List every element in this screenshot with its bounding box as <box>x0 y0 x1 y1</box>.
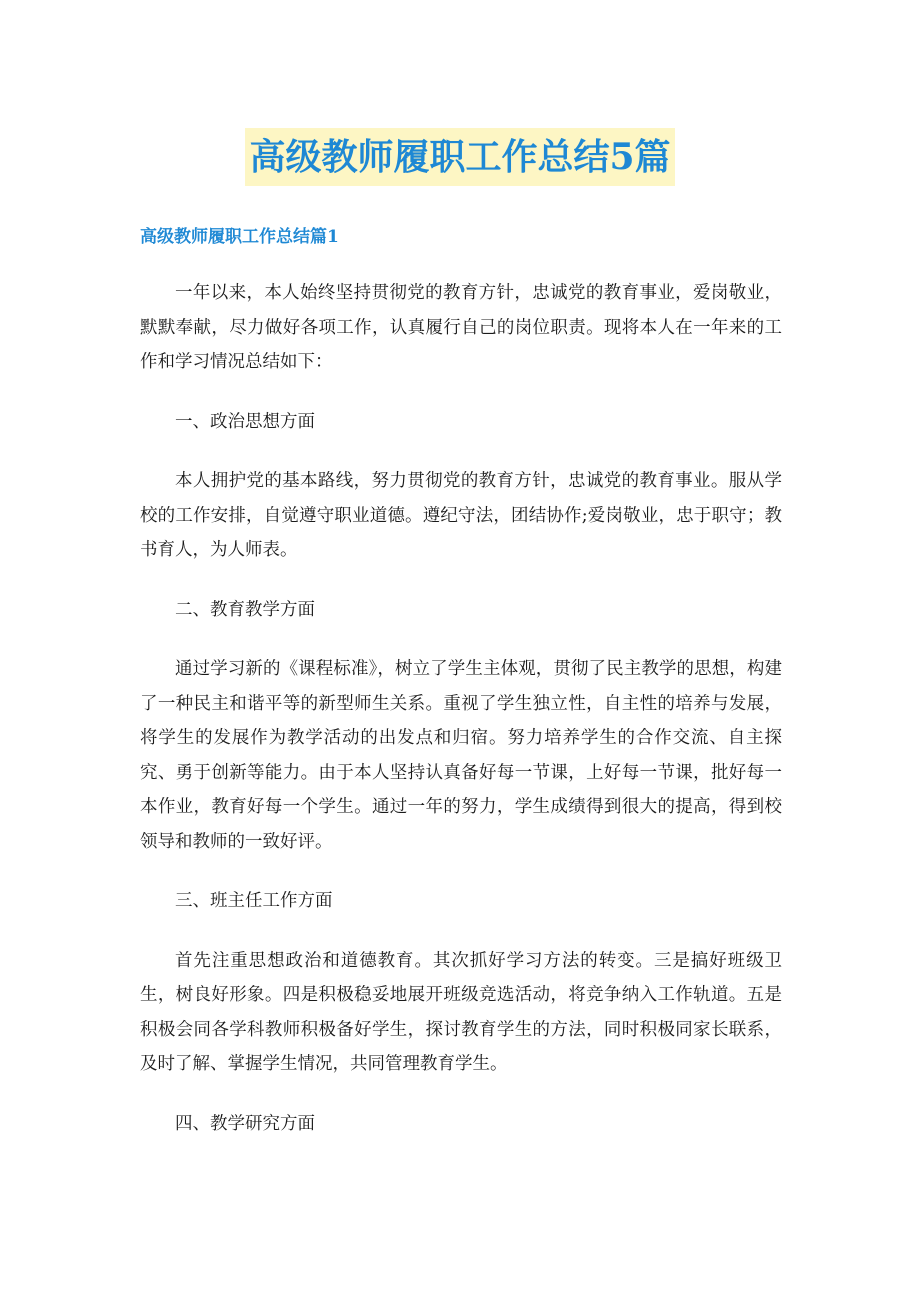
title-wrapper <box>0 128 920 186</box>
section-title: 高级教师履职工作总结篇1 <box>140 227 339 247</box>
intro-paragraph: 一年以来，本人始终坚持贯彻党的教育方针，忠诚党的教育事业，爱岗敬业，默默奉献，尽力做好各项工作，认真履行自己的岗位职责。现将本人在一年来的工作和学习情况总结如下： <box>140 283 782 372</box>
document-title: 高级教师履职工作总结5篇 <box>245 128 674 186</box>
heading-research: 四、教学研究方面 <box>175 1113 315 1134</box>
heading-political: 一、政治思想方面 <box>175 411 315 432</box>
document-body <box>140 222 782 1166</box>
heading-class-teacher: 三、班主任工作方面 <box>175 891 333 911</box>
heading-teaching: 二、教育教学方面 <box>175 599 315 620</box>
class-teacher-paragraph: 首先注重思想政治和道德教育。其次抓好学习方法的转变。三是搞好班级卫生，树良好形象。四是积极稳妥地展开班级竞选活动，将竞争纳入工作轨道。五是积极会同各学科教师积极备好学生，探讨教育学生的方法，同时积极同家长联系，及时了解、掌握学生情况，共同管理教育学生。 <box>140 950 782 1074</box>
political-paragraph: 本人拥护党的基本路线，努力贯彻党的教育方针，忠诚党的教育事业。服从学校的工作安排，自觉遵守职业道德。遵纪守法，团结协作;爱岗敬业，忠于职守；教书育人，为人师表。 <box>140 471 782 560</box>
teaching-paragraph: 通过学习新的《课程标准》，树立了学生主体观，贯彻了民主教学的思想，构建了一种民主和谐平等的新型师生关系。重视了学生独立性，自主性的培养与发展，将学生的发展作为教学活动的出发点和归宿。努力培养学生的合作交流、自主探究、勇于创新等能力。由于本人坚持认真备好每一节课，上好每一节课，批好每一本作业，教育好每一个学生。通过一年的努力，学生成绩得到很大的提高，得到校领导和教师的一致好评。 <box>140 659 782 852</box>
